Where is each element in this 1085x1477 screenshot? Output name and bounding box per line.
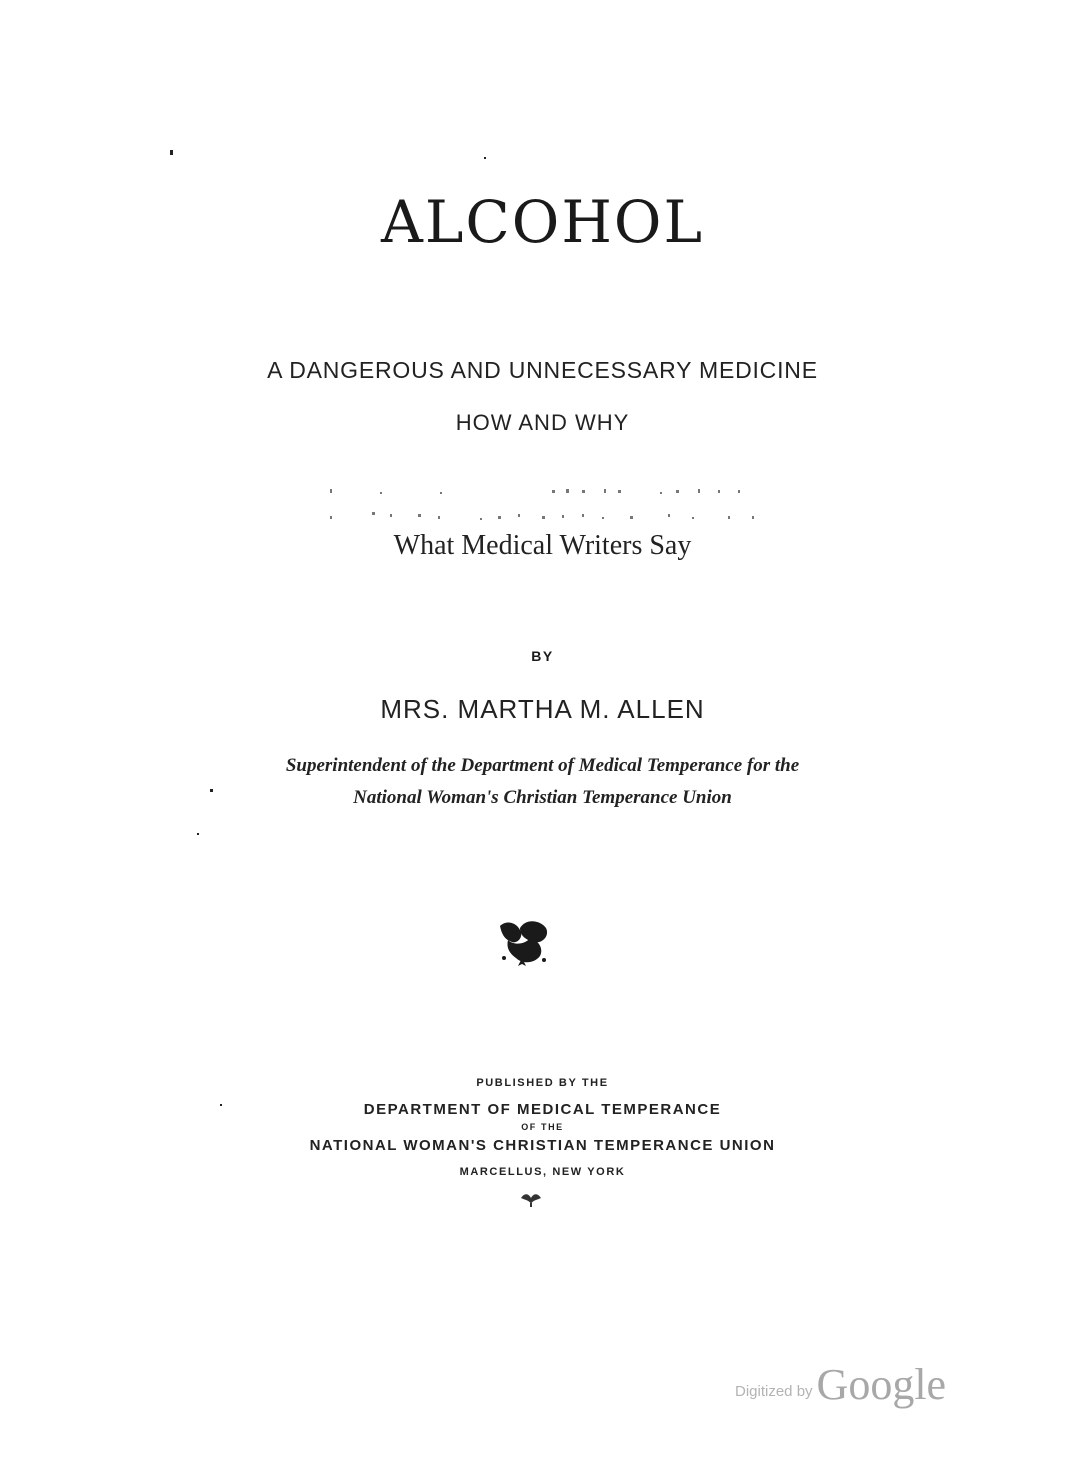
publisher-location: MARCELLUS, NEW YORK	[459, 1166, 626, 1178]
google-logo: Google	[816, 1360, 947, 1409]
section-heading: What Medical Writers Say	[393, 530, 692, 561]
scan-speck	[170, 150, 173, 155]
publisher-department: DEPARTMENT OF MEDICAL TEMPERANCE	[363, 1101, 722, 1118]
scan-speck	[197, 833, 199, 835]
book-subtitle: A DANGEROUS AND UNNECESSARY MEDICINE	[267, 357, 818, 383]
by-label: BY	[531, 648, 554, 664]
small-flourish-icon	[519, 1188, 543, 1208]
publisher-of-the: OF THE	[521, 1122, 564, 1132]
watermark-prefix: Digitized by	[735, 1383, 813, 1400]
leaf-ornament-icon	[496, 918, 552, 968]
scan-speck	[484, 157, 486, 159]
bleed-through-noise	[320, 484, 760, 534]
author-affiliation-line-1: Superintendent of the Department of Medical Temperance for the	[285, 755, 800, 776]
publisher-organization: NATIONAL WOMAN'S CHRISTIAN TEMPERANCE UNION	[309, 1137, 776, 1154]
book-subtitle-2: HOW AND WHY	[455, 410, 630, 435]
publisher-intro: PUBLISHED BY THE	[476, 1077, 609, 1089]
book-title: ALCOHOL	[381, 188, 704, 256]
author-affiliation-line-2: National Woman's Christian Temperance Union	[353, 787, 732, 808]
digitized-watermark	[735, 1360, 946, 1410]
author-name: MRS. MARTHA M. ALLEN	[380, 694, 705, 724]
